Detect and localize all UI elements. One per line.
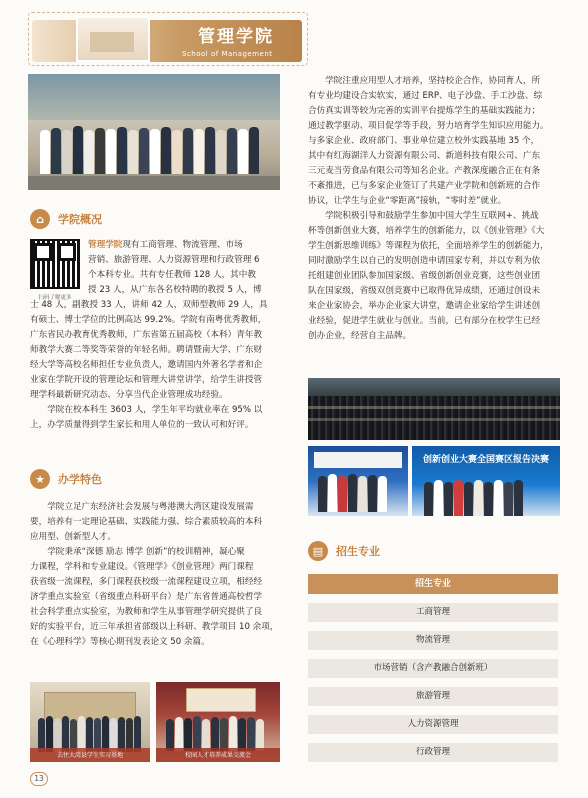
overview-line: 授 23 人，从广东各名校特聘的教授 5 人，博 bbox=[88, 285, 262, 295]
major-item[interactable]: 人力资源管理 bbox=[308, 715, 558, 734]
overview-line: 个本科专业。共有专任教师 128 人，其中教 bbox=[88, 270, 256, 280]
features-line: 在《心理科学》等核心期刊发表论文 50 余篇。 bbox=[30, 637, 210, 647]
right-line: 同时激励学生以自己的发明创造申请国家专利，并以专利为依 bbox=[308, 256, 541, 266]
right-line: 业经验，促进学生就业与创业。当前，已有部分在校学生已经 bbox=[308, 316, 541, 326]
right-line: 来企业家协会，举办企业家大讲堂，邀请企业家给学生讲述创 bbox=[308, 301, 541, 311]
award-ceremony-photo bbox=[308, 446, 408, 516]
talent-caption: 校园人才培养成果交流会 bbox=[184, 752, 251, 759]
right-line: 与多家企业、政府部门、事业单位建立校外实践基地 35 个， bbox=[308, 136, 540, 146]
banner-building-photo bbox=[76, 16, 150, 62]
innovation-contest-photo bbox=[412, 446, 560, 516]
features-line: 学院秉承“深德 励志 博学 创新”的校训精神，凝心聚 bbox=[47, 547, 245, 557]
right-line: 通过教学驱动、项目促学等手段，努力培育学生知识应用能力。 bbox=[308, 121, 549, 131]
right-line: 不紊推进，已与多家企业签订了共建产业学院和创新班的合作 bbox=[308, 181, 541, 191]
talent-exchange-photo bbox=[156, 682, 280, 762]
majors-list bbox=[308, 574, 558, 762]
qr-caption: 扫码了解更多 bbox=[38, 295, 72, 301]
major-item[interactable]: 工商管理 bbox=[308, 603, 558, 622]
internship-caption: 去往大湾县学生实习基地 bbox=[56, 752, 123, 759]
overview-text bbox=[88, 238, 280, 298]
right-line: 队在国家级，省级双创竞赛中已取得优异成绩，还通过创设未 bbox=[308, 286, 541, 296]
right-line: 有专业均建设合实软实，通过 ERP、电子沙盘、手工沙盘、综 bbox=[308, 91, 543, 101]
major-item[interactable]: 行政管理 bbox=[308, 743, 558, 762]
major-item[interactable]: 物流管理 bbox=[308, 631, 558, 650]
badge-icon: ★ bbox=[30, 469, 50, 489]
features-line: 社会科学重点实验室，为教师和学生从事管理学研究提供了良 bbox=[30, 607, 263, 617]
header-banner bbox=[28, 12, 308, 66]
overview-line: 师教学大赛二等奖等荣誉的年轻名师。聘请暨南大学、广东财 bbox=[30, 345, 263, 355]
overview-line: 经大学等高校名师担任专业负责人，邀请国内外著名学者和企 bbox=[30, 360, 263, 370]
overview-line: 上，办学质量得到学生家长和用人单位的一致认可和好评。 bbox=[30, 420, 254, 430]
graduation-group-photo bbox=[308, 378, 560, 440]
overview-line: 营销、旅游管理、人力资源管理和行政管理 6 bbox=[88, 255, 260, 265]
right-line: 学生创新思维训练》等课程为依托，全面培养学生的创新能力， bbox=[308, 241, 549, 251]
overview-heading bbox=[30, 208, 102, 230]
overview-line: 现有工商管理、物流管理、市场 bbox=[122, 240, 243, 250]
features-text bbox=[30, 500, 280, 650]
overview-line: 理学科最新研究动态、分享当代企业管理成功经验。 bbox=[30, 390, 228, 400]
features-line: 力课程，学科和专业建设。《管理学》《创业管理》两门课程 bbox=[30, 562, 254, 572]
features-line: 要，培养有一定理论基础、实践能力强、综合素质较高的本科 bbox=[30, 517, 263, 527]
overview-title: 学院概况 bbox=[58, 213, 102, 226]
right-line: 三元麦当劳食品有限公司等知名企业。产教深度融合正在有条 bbox=[308, 166, 541, 176]
right-line: 学院积极引导和鼓励学生参加中国大学生互联网+、挑战 bbox=[325, 211, 539, 221]
features-line: 应用型、创新型人才。 bbox=[30, 532, 116, 542]
page-title: 管理学院 bbox=[198, 27, 274, 47]
overview-line: 士 48 人，副教授 33 人，讲师 42 人，双师型教师 29 人，具 bbox=[30, 300, 268, 310]
right-line: 其中有红海湖洋人力资源有限公司、新道科技有限公司、广东 bbox=[308, 151, 541, 161]
features-line: 获省级一流课程，多门课程获校级一流课程建设立项，相经经 bbox=[30, 577, 263, 587]
contest-banner-text: 创新创业大赛全国赛区报告决赛 bbox=[422, 455, 549, 465]
majors-header: 招生专业 bbox=[308, 574, 558, 594]
page-number: 13 bbox=[30, 772, 48, 786]
faculty-group-photo bbox=[28, 74, 280, 190]
overview-line: 业家在学院开设的管理论坛和管理大讲堂讲学，给学生讲授管 bbox=[30, 375, 263, 385]
right-line: 协议，让学生与企业“零距离”接轨，“零时差”就业。 bbox=[308, 196, 507, 206]
major-item[interactable]: 旅游管理 bbox=[308, 687, 558, 706]
major-item[interactable]: 市场营销（含产教融合创新班） bbox=[308, 659, 558, 678]
features-line: 济学重点实验室（省级重点科研平台）是广东省普通高校哲学 bbox=[30, 592, 263, 602]
right-line: 创办企业，经营自主品牌。 bbox=[308, 331, 412, 341]
page-subtitle: School of Management bbox=[182, 50, 273, 58]
building-icon: ⌂ bbox=[30, 209, 50, 229]
book-icon: ▤ bbox=[308, 541, 328, 561]
right-line: 杯等创新创业大赛，培养学生的创新能力，以《创业管理》《大 bbox=[308, 226, 545, 236]
overview-text-cont bbox=[30, 298, 280, 433]
majors-heading bbox=[308, 540, 380, 562]
overview-line: 有硕士、博士学位的比例高达 99.2%。学院有南粤优秀教师， bbox=[30, 315, 267, 325]
right-line: 学院注重应用型人才培养，坚持校企合作，协同育人，所 bbox=[325, 76, 541, 86]
overview-line: 广东省民办教育优秀教师，广东省第五届高校（本科）青年教 bbox=[30, 330, 263, 340]
overview-lead: 管理学院 bbox=[88, 240, 123, 250]
right-column-text bbox=[308, 74, 560, 344]
majors-title: 招生专业 bbox=[336, 545, 380, 558]
right-line: 合仿真实训等较为完善的实训平台提炼学生的基础实践能力； bbox=[308, 106, 541, 116]
qr-code[interactable] bbox=[30, 239, 80, 289]
features-line: 学院立足广东经济社会发展与粤港澳大湾区建设发展需 bbox=[47, 502, 254, 512]
overview-line: 学院在校本科生 3603 人，学生年平均就业率在 95% 以 bbox=[47, 405, 263, 415]
features-heading bbox=[30, 468, 102, 490]
features-title: 办学特色 bbox=[58, 473, 102, 486]
internship-base-photo bbox=[30, 682, 150, 762]
right-line: 托组建创业团队参加国家级、省级创新创业竞赛，这些创业团 bbox=[308, 271, 541, 281]
features-line: 好的实验平台，近三年承担省部级以上科研、教学项目 10 余项， bbox=[30, 622, 279, 632]
